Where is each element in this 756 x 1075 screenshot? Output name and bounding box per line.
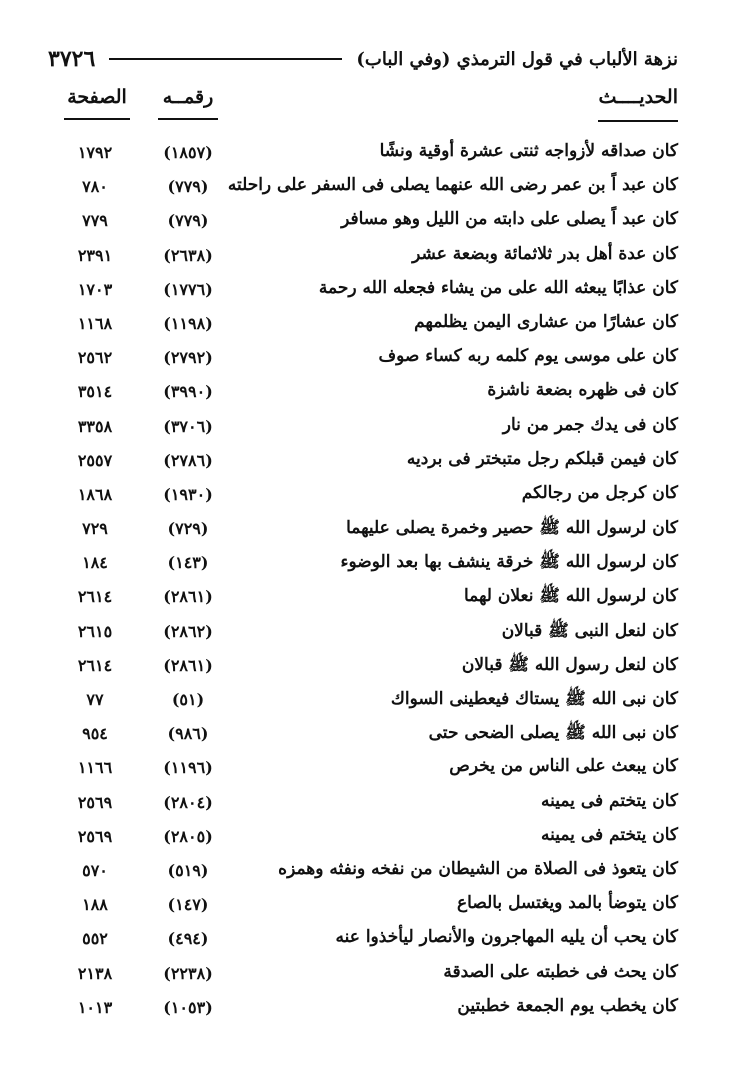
- table-row: [0, 242, 756, 276]
- hadith-text: كان يبعث على الناس من يخرص: [449, 756, 678, 777]
- hadith-number: (١١٩٨): [163, 313, 213, 333]
- hadith-text: كان لرسول الله ﷺ نعلان لهما: [463, 586, 678, 607]
- hadith-text: كان لرسول الله ﷺ حصير وخمرة يصلى عليهما: [346, 518, 678, 539]
- page-reference: ١١٦٨: [77, 313, 113, 333]
- hadith-number: (٢٨٦٢): [163, 621, 213, 641]
- table-row: [0, 925, 756, 959]
- hadith-number: (١٧٧٦): [163, 279, 213, 299]
- hadith-text: كان فى يدك جمر من نار: [502, 414, 678, 435]
- page-reference: ١٨٨: [82, 895, 108, 915]
- hadith-number: (٢٧٨٦): [163, 450, 213, 470]
- page-reference: ٢٥٦٢: [77, 348, 113, 368]
- hadith-text: كان عبد اً بن عمر رضى الله عنهما يصلى فى السفر على راحلته: [227, 175, 678, 196]
- hadith-number: (٢٨٠٥): [163, 826, 213, 846]
- page-reference: ٧٧٩: [82, 211, 108, 231]
- table-row: [0, 207, 756, 241]
- page-reference: ٢٥٥٧: [77, 450, 113, 470]
- page-reference: ١١٦٦: [77, 758, 113, 778]
- page-reference: ١٠١٣: [77, 997, 113, 1017]
- hadith-text: كان يتعوذ فى الصلاة من الشيطان من نفخه ونفثه وهمزه: [278, 858, 678, 879]
- table-row: [0, 515, 756, 549]
- hadith-text: كان على موسى يوم كلمه ربه كساء صوف: [378, 346, 678, 367]
- page-reference: ٣٥١٤: [77, 382, 113, 402]
- hadith-number: (٢٨٦١): [163, 655, 213, 675]
- hadith-number: (١٨٥٧): [163, 143, 213, 162]
- hadith-number: (٧٧٩): [167, 211, 209, 231]
- table-row: [0, 378, 756, 412]
- hadith-text: كان عدة أهل بدر ثلاثمائة وبضعة عشر: [412, 243, 678, 264]
- index-table: [0, 139, 756, 1028]
- hadith-number: (٥١٩): [167, 860, 209, 880]
- page-reference: ١٨٤: [82, 553, 108, 573]
- page-reference: ٧٢٩: [82, 519, 108, 539]
- hadith-number: (١١٩٦): [163, 758, 213, 778]
- page-reference: ٢٦١٥: [77, 621, 113, 641]
- hadith-text: كان عبد اً يصلى على دابته من الليل وهو مسافر: [341, 209, 678, 230]
- table-row: [0, 686, 756, 720]
- table-row: [0, 823, 756, 857]
- page-reference: ٢٦١٤: [77, 587, 113, 607]
- page-reference: ٢٦١٤: [77, 655, 113, 675]
- hadith-number: (٧٢٩): [167, 519, 209, 539]
- page-reference: ٥٧٠: [82, 860, 108, 880]
- hadith-text: كان لنعل رسول الله ﷺ قبالان: [461, 654, 678, 675]
- table-row: [0, 481, 756, 515]
- hadith-text: كان لرسول الله ﷺ خرقة ينشف بها بعد الوضوء: [340, 552, 678, 573]
- column-header-number: رقمــه: [158, 86, 218, 120]
- table-row: [0, 447, 756, 481]
- column-header-page: الصفحة: [64, 86, 130, 120]
- hadith-number: (٩٨٦): [167, 724, 209, 744]
- hadith-number: (٤٩٤): [167, 929, 209, 949]
- table-row: [0, 276, 756, 310]
- table-row: [0, 413, 756, 447]
- hadith-number: (٢٦٣٨): [163, 245, 213, 265]
- table-row: [0, 344, 756, 378]
- page-reference: ٧٨٠: [82, 177, 108, 197]
- table-row: [0, 789, 756, 823]
- table-row: [0, 652, 756, 686]
- page-reference: ٢٥٦٩: [77, 792, 113, 812]
- table-row: [0, 720, 756, 754]
- hadith-text: كان عشارًا من عشارى اليمن يظلمهم: [414, 311, 678, 332]
- page-reference: ٢٣٩١: [77, 245, 113, 265]
- hadith-text: كان لنعل النبى ﷺ قبالان: [501, 620, 678, 641]
- hadith-text: كان يخطب يوم الجمعة خطبتين: [457, 995, 678, 1016]
- hadith-text: كان فيمن قبلكم رجل متبختر فى برديه: [406, 448, 678, 469]
- hadith-number: (٥١): [171, 690, 205, 709]
- hadith-number: (٢٢٣٨): [163, 963, 213, 983]
- hadith-text: كان يتختم فى يمينه: [540, 790, 678, 811]
- hadith-text: كان نبى الله ﷺ يصلى الضحى حتى: [428, 723, 678, 744]
- table-row: [0, 549, 756, 583]
- hadith-text: كان نبى الله ﷺ يستاك فيعطينى السواك: [390, 689, 678, 709]
- running-title: نزهة الألباب في قول الترمذي (وفي الباب): [356, 48, 678, 70]
- header-rule: [109, 58, 342, 60]
- table-row: [0, 310, 756, 344]
- table-row: [0, 139, 756, 173]
- hadith-text: كان يحب أن يليه المهاجرون والأنصار ليأخذوا عنه: [335, 927, 678, 948]
- table-row: [0, 754, 756, 788]
- hadith-text: كان فى ظهره بضعة ناشزة: [487, 380, 678, 401]
- page-reference: ١٧٩٢: [77, 143, 113, 162]
- hadith-number: (٢٧٩٢): [163, 348, 213, 368]
- table-row: [0, 994, 756, 1028]
- hadith-text: كان كرجل من رجالكم: [521, 482, 678, 503]
- page-number: ٣٧٢٦: [48, 46, 96, 72]
- table-row: [0, 173, 756, 207]
- hadith-text: كان عذابًا يبعثه الله على من يشاء فجعله الله رحمة: [318, 277, 678, 298]
- hadith-text: كان صداقه لأزواجه ثنتى عشرة أوقية ونشًا: [379, 141, 678, 161]
- page-reference: ٩٥٤: [82, 724, 108, 744]
- page-header: [48, 42, 678, 76]
- table-row: [0, 618, 756, 652]
- hadith-number: (١٩٣٠): [163, 484, 213, 504]
- hadith-number: (٣٩٩٠): [163, 382, 213, 402]
- hadith-number: (٢٨٠٤): [163, 792, 213, 812]
- hadith-number: (١٠٥٣): [163, 997, 213, 1017]
- page-reference: ٥٥٢: [82, 929, 108, 949]
- hadith-number: (٢٨٦١): [163, 587, 213, 607]
- page-reference: ١٨٦٨: [77, 484, 113, 504]
- hadith-text: كان يتختم فى يمينه: [540, 824, 678, 845]
- table-row: [0, 857, 756, 891]
- hadith-text: كان يحث فى خطبته على الصدقة: [443, 961, 678, 982]
- column-header-hadith: الحديــــث: [598, 86, 678, 122]
- table-row: [0, 960, 756, 994]
- table-row: [0, 583, 756, 617]
- page-reference: ١٧٠٣: [77, 279, 113, 299]
- page-reference: ٣٣٥٨: [77, 416, 113, 436]
- hadith-text: كان يتوضأ بالمد ويغتسل بالصاع: [457, 893, 678, 914]
- hadith-number: (٧٧٩): [167, 177, 209, 197]
- page-reference: ٢٥٦٩: [77, 826, 113, 846]
- table-row: [0, 891, 756, 925]
- page-reference: ٢١٣٨: [77, 963, 113, 983]
- hadith-number: (١٤٧): [167, 895, 209, 915]
- hadith-number: (٣٧٠٦): [163, 416, 213, 436]
- page-reference: ٧٧: [86, 690, 104, 709]
- hadith-number: (١٤٣): [167, 553, 209, 573]
